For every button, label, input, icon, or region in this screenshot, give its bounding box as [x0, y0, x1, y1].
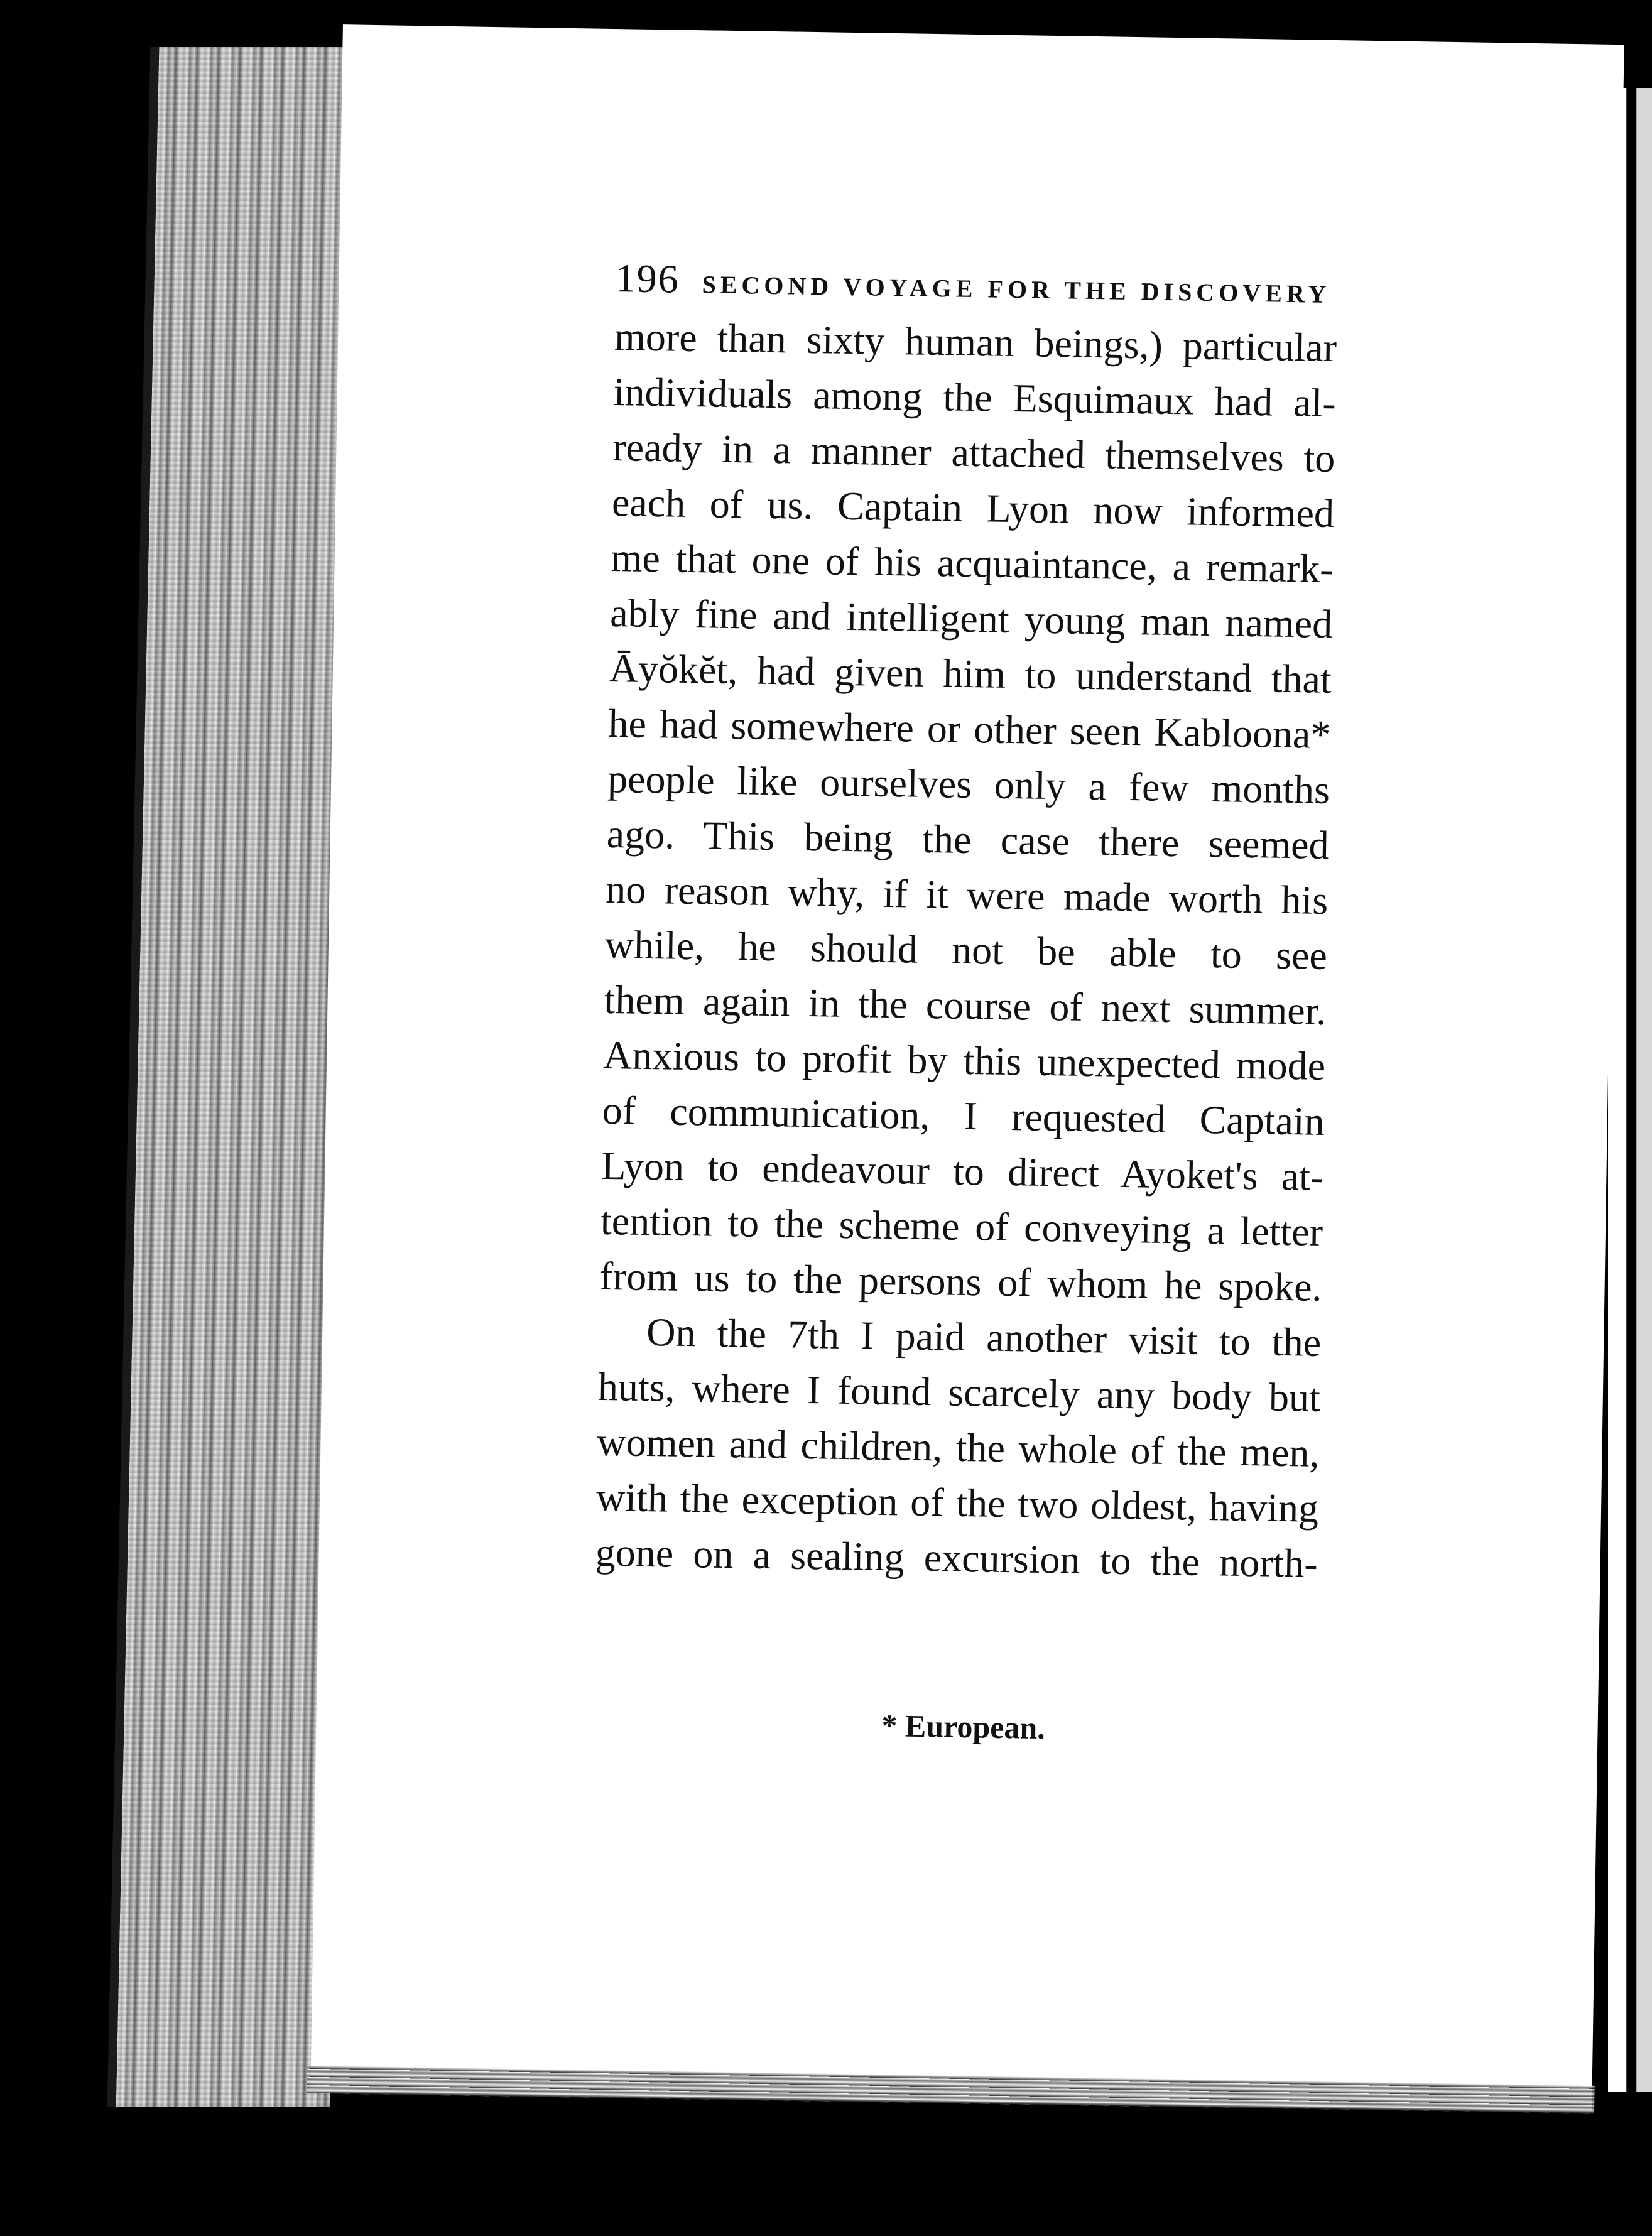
text-line: each of us. Captain Lyon now informed: [611, 480, 1335, 536]
text-line: while, he should not be able to see: [604, 921, 1328, 978]
text-line: ably fine and intelligent young man named: [609, 590, 1333, 647]
text-line: gone on a sealing excursion to the north-: [595, 1529, 1318, 1586]
text-line: ago. This being the case there seemed: [606, 811, 1330, 867]
text-line: with the exception of the two oldest, having: [595, 1474, 1319, 1531]
book-page: [310, 24, 1624, 2111]
text-line: from us to the persons of whom he spoke.: [599, 1253, 1323, 1310]
text-line: people like ourselves only a few months: [607, 756, 1330, 813]
text-line: me that one of his acquaintance, a remark-: [611, 535, 1334, 592]
text-line: On the 7th I paid another visit to the: [646, 1310, 1322, 1365]
text-line: no reason why, if it were made worth his: [605, 866, 1329, 923]
text-line: tention to the scheme of conveying a letter: [600, 1198, 1323, 1254]
text-line: more than sixty human beings,) particular: [614, 314, 1337, 371]
text-line: Anxious to profit by this unexpected mode: [602, 1032, 1326, 1088]
footnote: * European.: [881, 1707, 1046, 1746]
text-line: Āyŏkĕt, had given him to understand that: [609, 645, 1332, 702]
text-line: huts, where I found scarcely any body but: [597, 1364, 1321, 1420]
page-header: [615, 255, 1338, 313]
text-line: of communication, I requested Captain: [602, 1087, 1325, 1144]
text-line: he had somewhere or other seen Kabloona*: [607, 700, 1331, 757]
page-number: 196: [615, 256, 680, 301]
text-line: individuals among the Esquimaux had al-: [613, 369, 1337, 426]
text-line: women and children, the whole of the men,: [597, 1419, 1320, 1475]
text-line: Lyon to endeavour to direct Ayoket's at-: [600, 1142, 1324, 1199]
text-block: [595, 255, 1338, 1592]
running-head: SECOND VOYAGE FOR THE DISCOVERY: [702, 270, 1331, 308]
text-line: ready in a manner attached themselves to: [612, 425, 1335, 481]
text-line: them again in the course of next summer.: [604, 977, 1327, 1033]
